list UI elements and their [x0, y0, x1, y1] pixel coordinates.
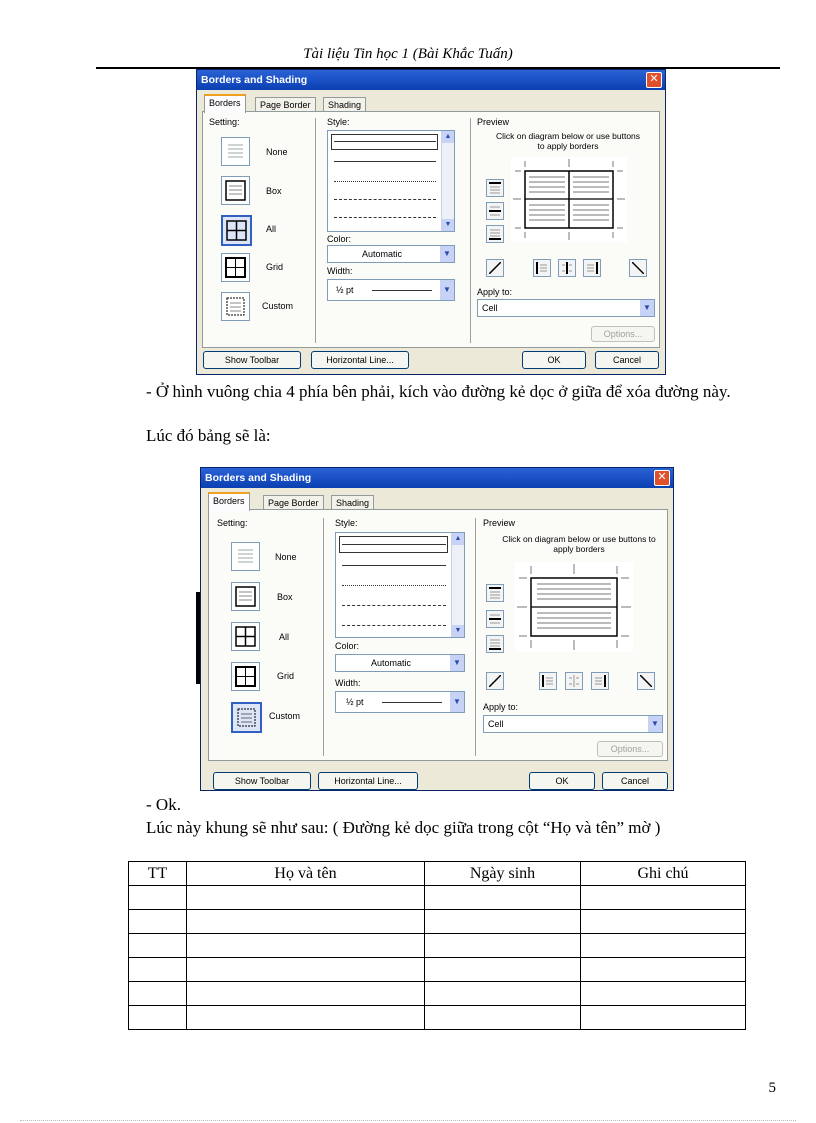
width-label: Width:	[327, 266, 353, 276]
show-toolbar-button[interactable]: Show Toolbar	[213, 772, 311, 790]
page-number: 5	[768, 1080, 776, 1096]
width-sample-line	[372, 290, 432, 291]
width-dropdown[interactable]	[327, 279, 455, 301]
chevron-down-icon[interactable]: ▼	[440, 246, 454, 262]
color-label: Color:	[327, 234, 352, 244]
setting-custom-label: Custom	[262, 301, 294, 311]
bottom-border-icon[interactable]	[486, 225, 504, 243]
divider	[470, 118, 471, 343]
top-border-icon[interactable]	[486, 179, 504, 197]
chevron-down-icon[interactable]: ▼	[648, 716, 662, 732]
color-label: Color:	[335, 641, 360, 651]
setting-none-label: None	[266, 147, 288, 157]
table-cell	[425, 958, 581, 982]
apply-to-dropdown[interactable]	[483, 715, 663, 733]
setting-box-icon[interactable]	[221, 176, 250, 205]
scrollbar[interactable]	[451, 533, 464, 637]
preview-diagram[interactable]	[511, 157, 627, 242]
table-cell	[129, 886, 187, 910]
table-cell	[187, 958, 425, 982]
table-header-cell: Họ và tên	[187, 862, 425, 886]
table-cell	[425, 910, 581, 934]
cancel-button[interactable]: Cancel	[595, 351, 659, 369]
left-border-icon[interactable]	[533, 259, 551, 277]
top-border-icon[interactable]	[486, 584, 504, 602]
divider	[315, 118, 316, 343]
setting-none-label: None	[275, 552, 297, 562]
ok-button[interactable]: OK	[522, 351, 586, 369]
table-cell	[187, 934, 425, 958]
dialog-title: Borders and Shading	[205, 472, 312, 484]
cancel-button[interactable]: Cancel	[602, 772, 668, 790]
width-value: ½ pt	[336, 285, 354, 295]
table-header-cell: Ghi chú	[581, 862, 746, 886]
scroll-up-icon[interactable]: ▲	[442, 131, 454, 143]
divider	[475, 518, 476, 756]
inside-vertical-border-icon[interactable]	[565, 672, 583, 690]
paragraph-2: Lúc đó bảng sẽ là:	[146, 426, 271, 445]
paragraph-4: Lúc này khung sẽ như sau: ( Đường kẻ dọc giữa trong cột “Họ và tên” mờ )	[146, 818, 661, 837]
table-cell	[425, 886, 581, 910]
setting-all-icon[interactable]	[231, 622, 260, 651]
diagonal-down-border-icon[interactable]	[637, 672, 655, 690]
setting-label: Setting:	[217, 518, 248, 528]
table-row	[129, 910, 746, 934]
tab-page-border[interactable]: Page Border	[255, 97, 316, 112]
table-cell	[129, 910, 187, 934]
tab-panel	[202, 111, 660, 348]
scroll-up-icon[interactable]: ▲	[452, 533, 464, 545]
chevron-down-icon[interactable]: ▼	[450, 692, 464, 712]
preview-label: Preview	[477, 117, 510, 127]
chevron-down-icon[interactable]: ▼	[450, 655, 464, 671]
table-cell	[581, 910, 746, 934]
tab-shading[interactable]: Shading	[323, 97, 366, 112]
width-label: Width:	[335, 678, 361, 688]
setting-box-icon[interactable]	[231, 582, 260, 611]
right-border-icon[interactable]	[583, 259, 601, 277]
horizontal-line-button[interactable]: Horizontal Line...	[311, 351, 409, 369]
table-cell	[425, 982, 581, 1006]
setting-box-label: Box	[277, 592, 293, 602]
setting-none-icon[interactable]	[231, 542, 260, 571]
setting-label: Setting:	[209, 117, 240, 127]
style-option[interactable]	[334, 181, 436, 182]
borders-shading-dialog-2	[200, 467, 674, 791]
chevron-down-icon[interactable]: ▼	[440, 280, 454, 300]
table-cell	[187, 910, 425, 934]
style-option[interactable]	[342, 625, 446, 626]
table-row	[129, 886, 746, 910]
table-cell	[581, 886, 746, 910]
scrollbar[interactable]	[441, 131, 454, 231]
style-option[interactable]	[342, 565, 446, 566]
apply-to-label: Apply to:	[477, 287, 513, 297]
apply-to-label: Apply to:	[483, 702, 519, 712]
paragraph-3: - Ok.	[146, 795, 181, 814]
paragraph-1: - Ở hình vuông chia 4 phía bên phải, kích vào đường kẻ dọc ở giữa để xóa đường này.	[146, 382, 731, 401]
right-border-icon[interactable]	[591, 672, 609, 690]
inside-vertical-border-icon[interactable]	[558, 259, 576, 277]
horizontal-line-button[interactable]: Horizontal Line...	[318, 772, 418, 790]
table-header-row	[129, 862, 746, 886]
table-cell	[581, 958, 746, 982]
setting-all-icon[interactable]	[221, 215, 252, 246]
style-option[interactable]	[342, 585, 446, 586]
table-header-cell: TT	[129, 862, 187, 886]
preview-hint: Click on diagram below or use buttons to apply borders	[502, 534, 656, 554]
divider	[323, 518, 324, 756]
table-cell	[187, 886, 425, 910]
inside-horizontal-border-icon[interactable]	[486, 202, 504, 220]
ok-button[interactable]: OK	[529, 772, 595, 790]
show-toolbar-button[interactable]: Show Toolbar	[203, 351, 301, 369]
table-row	[129, 958, 746, 982]
setting-custom-icon[interactable]	[221, 292, 250, 321]
dialog-title: Borders and Shading	[201, 74, 308, 86]
table-cell	[581, 1006, 746, 1030]
options-button[interactable]: Options...	[597, 741, 663, 757]
preview-diagram[interactable]	[515, 562, 633, 652]
style-option[interactable]	[334, 141, 436, 142]
style-option[interactable]	[334, 161, 436, 162]
student-table	[128, 861, 746, 1030]
table-header-cell: Ngày sinh	[425, 862, 581, 886]
color-value: Automatic	[370, 658, 412, 668]
table-cell	[129, 1006, 187, 1030]
style-label: Style:	[335, 518, 358, 528]
table-cell	[581, 982, 746, 1006]
setting-custom-label: Custom	[269, 711, 301, 721]
width-value: ½ pt	[346, 697, 364, 707]
options-button[interactable]: Options...	[591, 326, 655, 342]
style-list[interactable]	[327, 130, 455, 232]
dialog-titlebar	[197, 70, 665, 90]
style-option[interactable]	[334, 199, 436, 200]
apply-to-value: Cell	[482, 303, 498, 313]
width-dropdown[interactable]	[335, 691, 465, 713]
tab-borders[interactable]: Borders	[204, 94, 246, 113]
close-icon[interactable]: ✕	[646, 72, 662, 88]
setting-grid-icon[interactable]	[231, 662, 260, 691]
table-cell	[425, 934, 581, 958]
scroll-down-icon[interactable]: ▼	[442, 219, 454, 231]
color-dropdown[interactable]	[327, 245, 455, 263]
setting-custom-icon[interactable]	[231, 702, 262, 733]
table-cell	[187, 982, 425, 1006]
page-footer-rule	[20, 1120, 796, 1121]
style-option-selected[interactable]	[331, 134, 438, 150]
table-row	[129, 1006, 746, 1030]
apply-to-value: Cell	[488, 719, 504, 729]
setting-grid-icon[interactable]	[221, 253, 250, 282]
diagonal-up-border-icon[interactable]	[486, 259, 504, 277]
setting-grid-label: Grid	[266, 262, 284, 272]
close-icon[interactable]: ✕	[654, 470, 670, 486]
tab-borders[interactable]: Borders	[208, 492, 250, 511]
diagonal-down-border-icon[interactable]	[629, 259, 647, 277]
table-cell	[129, 982, 187, 1006]
tab-panel	[208, 509, 668, 761]
setting-box-label: Box	[266, 186, 282, 196]
style-list[interactable]	[335, 532, 465, 638]
style-option[interactable]	[342, 605, 446, 606]
setting-grid-label: Grid	[277, 671, 295, 681]
style-option[interactable]	[342, 544, 446, 545]
setting-none-icon[interactable]	[221, 137, 250, 166]
table-cell	[581, 934, 746, 958]
width-sample-line	[382, 702, 442, 703]
chevron-down-icon[interactable]: ▼	[640, 300, 654, 316]
table-row	[129, 982, 746, 1006]
left-border-icon[interactable]	[539, 672, 557, 690]
table-row	[129, 934, 746, 958]
preview-hint: Click on diagram below or use buttons to apply borders	[495, 131, 641, 151]
inside-horizontal-border-icon[interactable]	[486, 610, 504, 628]
bottom-border-icon[interactable]	[486, 635, 504, 653]
tab-page-border[interactable]: Page Border	[263, 495, 324, 510]
preview-label: Preview	[483, 518, 516, 528]
table-cell	[129, 934, 187, 958]
tab-shading[interactable]: Shading	[331, 495, 374, 510]
color-dropdown[interactable]	[335, 654, 465, 672]
dialog-titlebar	[201, 468, 673, 488]
table-cell	[129, 958, 187, 982]
setting-all-label: All	[279, 632, 290, 642]
style-label: Style:	[327, 117, 350, 127]
diagonal-up-border-icon[interactable]	[486, 672, 504, 690]
page-header-title: Tài liệu Tin học 1 (Bài Khắc Tuấn)	[303, 46, 513, 62]
scroll-down-icon[interactable]: ▼	[452, 625, 464, 637]
color-value: Automatic	[361, 249, 403, 259]
apply-to-dropdown[interactable]	[477, 299, 655, 317]
setting-all-label: All	[266, 224, 277, 234]
table-cell	[187, 1006, 425, 1030]
borders-shading-dialog-1	[196, 69, 666, 375]
style-option[interactable]	[334, 217, 436, 218]
table-cell	[425, 1006, 581, 1030]
